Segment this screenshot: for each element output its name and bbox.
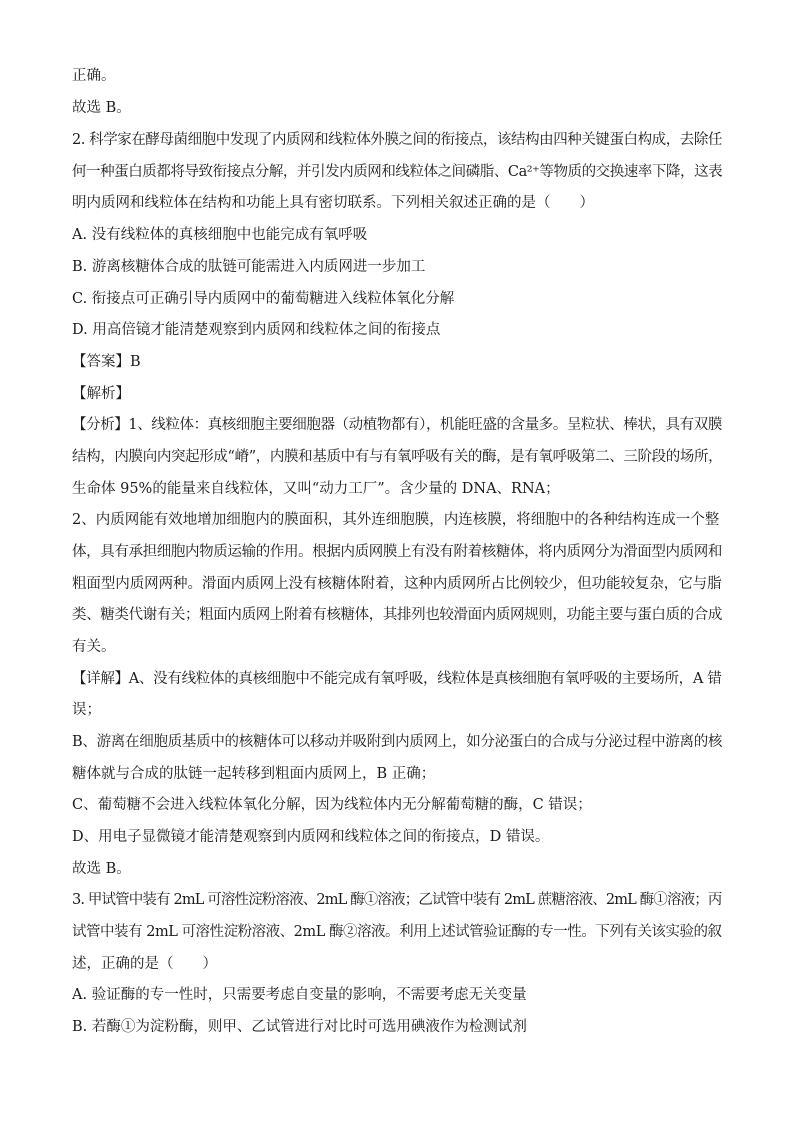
analysis-label: 【解析】 — [72, 386, 130, 402]
option-a: A. 没有线粒体的真核细胞中也能完成有氧呼吸 — [72, 227, 368, 243]
question-3-stem: 3. 甲试管中装有 2mL 可溶性淀粉溶液、2mL 酶①溶液；乙试管中装有 2mL 蔗糖溶液、2mL 酶①溶液；丙 — [72, 892, 722, 908]
analysis-text: 2、内质网能有效地增加细胞内的膜面积，其外连细胞膜，内连核膜，将细胞中的各种结构连成一个整 — [72, 512, 720, 528]
option-a: A. 验证酶的专一性时，只需要考虑自变量的影响，不需要考虑无关变量 — [72, 987, 527, 1003]
analysis-text: 体，具有承担细胞内物质运输的作用。根据内质网膜上有没有附着核糖体，将内质网分为滑面型内质网和 — [72, 544, 722, 560]
detail-text: 误； — [72, 702, 101, 718]
analysis-text: 粗面型内质网两种。滑面内质网上没有核糖体附着，这种内质网所占比例较少，但功能较复杂，它与脂 — [72, 576, 722, 592]
analysis-text: 类、糖类代谢有关；粗面内质网上附着有核糖体，其排列也较滑面内质网规则，功能主要与蛋白质的合成 — [72, 607, 722, 623]
question-2-stem: 2. 科学家在酵母菌细胞中发现了内质网和线粒体外膜之间的衔接点，该结构由四种关键蛋白构成，去除任 — [72, 132, 722, 148]
analysis-text: 【分析】1、线粒体：真核细胞主要细胞器（动植物都有），机能旺盛的含量多。呈粒状、棒状，具有双膜 — [72, 417, 722, 433]
option-b: B. 游离核糖体合成的肽链可能需进入内质网进一步加工 — [72, 259, 426, 275]
detail-text: B、游离在细胞质基质中的核糖体可以移动并吸附到内质网上，如分泌蛋白的合成与分泌过程中游离的核 — [72, 734, 723, 750]
analysis-text: 有关。 — [72, 639, 116, 655]
answer-label: 【答案】B — [72, 354, 141, 370]
question-2-stem: 何一种蛋白质都将导致衔接点分解，并引发内质网和线粒体之间磷脂、Ca²⁺等物质的交换速率下降，这表 — [72, 164, 723, 180]
analysis-text: 生命体 95%的能量来自线粒体，又叫“动力工厂”。含少量的 DNA、RNA； — [72, 481, 560, 497]
option-d: D. 用高倍镜才能清楚观察到内质网和线粒体之间的衔接点 — [72, 322, 441, 338]
text-line: 故选 B。 — [72, 100, 131, 116]
text-line: 正确。 — [72, 68, 116, 84]
detail-text: 糖体就与合成的肽链一起转移到粗面内质网上，B 正确； — [72, 766, 436, 782]
question-2-stem: 明内质网和线粒体在结构和功能上具有密切联系。下列相关叙述正确的是（ ） — [72, 195, 594, 211]
question-3-stem: 试管中装有 2mL 可溶性淀粉溶液、2mL 酶②溶液。利用上述试管验证酶的专一性。下列有关该实验的叙 — [72, 924, 722, 940]
question-3-stem: 述，正确的是（ ） — [72, 956, 217, 972]
detail-text: D、用电子显微镜才能清楚观察到内质网和线粒体之间的衔接点，D 错误。 — [72, 829, 550, 845]
option-c: C. 衔接点可正确引导内质网中的葡萄糖进入线粒体氧化分解 — [72, 291, 455, 307]
detail-text: 【详解】A、没有线粒体的真核细胞中不能完成有氧呼吸，线粒体是真核细胞有氧呼吸的主要场所，A 错 — [72, 671, 722, 687]
option-b: B. 若酶①为淀粉酶，则甲、乙试管进行对比时可选用碘液作为检测试剂 — [72, 1019, 527, 1035]
detail-text: 故选 B。 — [72, 861, 131, 877]
analysis-text: 结构，内膜向内突起形成“嵴”，内膜和基质中有与有氧呼吸有关的酶，是有氧呼吸第二、三阶段的场所， — [72, 449, 723, 465]
detail-text: C、葡萄糖不会进入线粒体氧化分解，因为线粒体内无分解葡萄糖的酶，C 错误； — [72, 797, 592, 813]
